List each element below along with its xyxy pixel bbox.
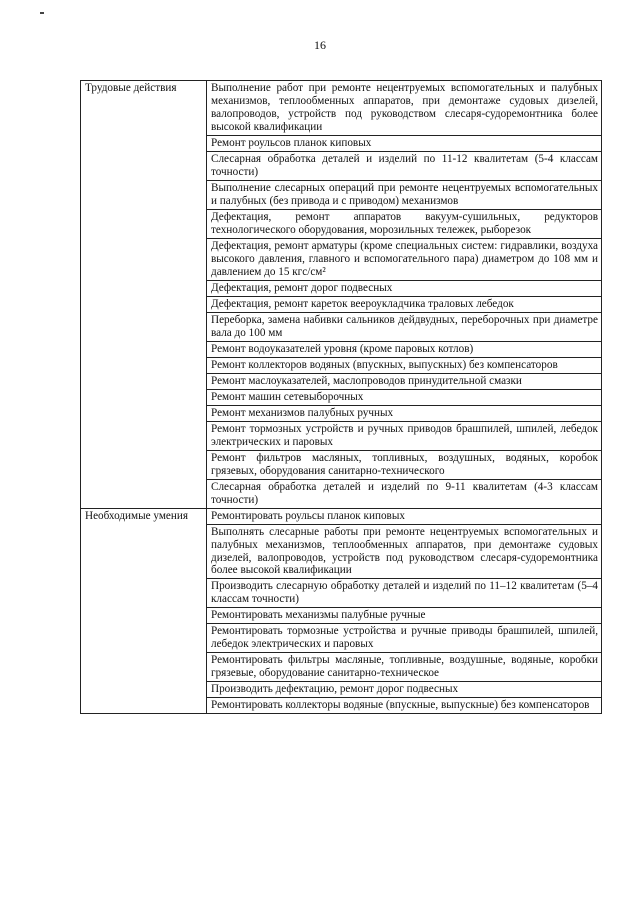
section-item: Ремонт коллекторов водяных (впускных, выпускных) без компенсаторов	[207, 357, 602, 373]
section-item: Выполнение работ при ремонте нецентруемых вспомогательных и палубных механизмов, теплообменных аппаратов, при демонтаже судовых дизелей, валопроводов, устройств под руководством слесаря-судоремонтника более высокой квалификации	[207, 81, 602, 136]
section-item: Ремонтировать тормозные устройства и ручные приводы брашпилей, шпилей, лебедок электрических и паровых	[207, 624, 602, 653]
section-item: Слесарная обработка деталей и изделий по 11-12 квалитетам (5-4 классам точности)	[207, 151, 602, 180]
section-item: Дефектация, ремонт кареток веероукладчика траловых лебедок	[207, 296, 602, 312]
section-item: Дефектация, ремонт дорог подвесных	[207, 280, 602, 296]
table-row	[81, 508, 602, 524]
scan-mark	[40, 12, 44, 14]
section-item: Ремонт тормозных устройств и ручных приводов брашпилей, шпилей, лебедок электрических и паровых	[207, 421, 602, 450]
qualification-table	[80, 80, 602, 714]
table-body	[81, 81, 602, 714]
table-row	[81, 81, 602, 136]
section-item: Ремонтировать роульсы планок киповых	[207, 508, 602, 524]
section-item: Ремонтировать механизмы палубные ручные	[207, 608, 602, 624]
section-item: Выполнение слесарных операций при ремонте нецентруемых вспомогательных и палубных (без привода и с приводом) механизмов	[207, 180, 602, 209]
section-item: Слесарная обработка деталей и изделий по 9-11 квалитетам (4-3 классам точности)	[207, 479, 602, 508]
section-label: Трудовые действия	[81, 81, 207, 509]
section-item: Ремонтировать коллекторы водяные (впускные, выпускные) без компенсаторов	[207, 698, 602, 714]
section-item: Ремонтировать фильтры масляные, топливные, воздушные, водяные, коробки грязевые, оборудование санитарно-техническое	[207, 653, 602, 682]
section-label: Необходимые умения	[81, 508, 207, 714]
section-item: Производить дефектацию, ремонт дорог подвесных	[207, 682, 602, 698]
section-item: Переборка, замена набивки сальников дейдвудных, переборочных при диаметре вала до 100 мм	[207, 312, 602, 341]
section-item: Ремонт маслоуказателей, маслопроводов принудительной смазки	[207, 373, 602, 389]
section-item: Ремонт машин сетевыборочных	[207, 389, 602, 405]
section-item: Ремонт механизмов палубных ручных	[207, 405, 602, 421]
section-item: Ремонт фильтров масляных, топливных, воздушных, водяных, коробок грязевых, оборудования санитарно-технического	[207, 450, 602, 479]
section-item: Ремонт водоуказателей уровня (кроме паровых котлов)	[207, 341, 602, 357]
page-number: 16	[314, 38, 326, 52]
section-item: Производить слесарную обработку деталей и изделий по 11–12 квалитетам (5–4 классам точности)	[207, 579, 602, 608]
section-item: Дефектация, ремонт аппаратов вакуум-сушильных, редукторов технологического оборудования, морозильных тележек, рыборезок	[207, 209, 602, 238]
section-item: Ремонт роульсов планок киповых	[207, 135, 602, 151]
section-item: Выполнять слесарные работы при ремонте нецентруемых вспомогательных и палубных механизмов, теплообменных аппаратов, при демонтаже судовых дизелей, валопроводов, устройств под руководством слесаря-судоремонтника более высокой квалификации	[207, 524, 602, 579]
section-item: Дефектация, ремонт арматуры (кроме специальных систем: гидравлики, воздуха высокого давления, главного и вспомогательного пара) диаметром до 108 мм и давлением до 15 кгс/см²	[207, 238, 602, 280]
